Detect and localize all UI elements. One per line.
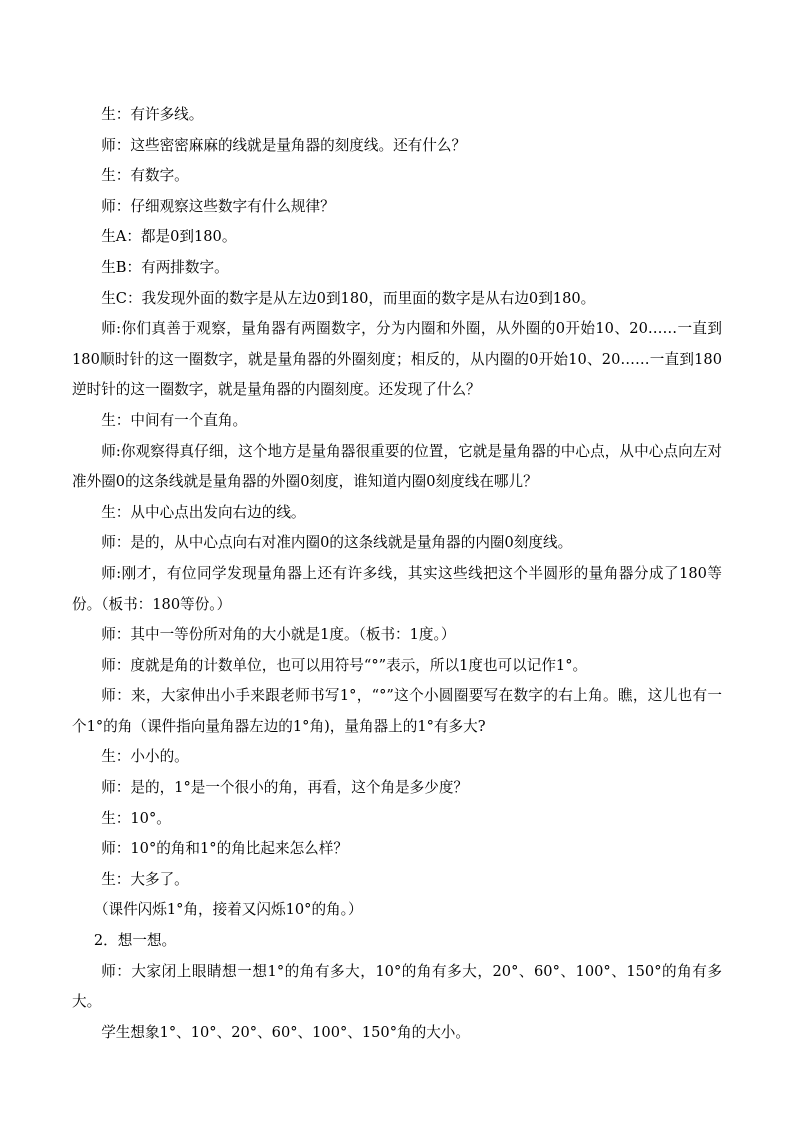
paragraph-21: 生：大多了。 (101, 870, 189, 888)
paragraph-5: 生A：都是0到180。 (101, 228, 237, 246)
paragraph-6: 生B：有两排数字。 (101, 258, 229, 276)
paragraph-18: 师：是的，1°是一个很小的角，再看，这个角是多少度？ (101, 779, 469, 797)
paragraph-22: （课件闪烁1°角，接着又闪烁10°的角。） (93, 901, 363, 919)
paragraph-12: 师：是的，从中心点向右对准内圈0的这条线就是量角器的内圈0刻度线。 (101, 534, 573, 552)
paragraph-11: 生：从中心点出发向右边的线。 (101, 503, 306, 521)
paragraph-20: 师：10°的角和1°的角比起来怎么样？ (101, 840, 348, 858)
document-page (72, 100, 722, 1048)
paragraph-17: 生：小小的。 (101, 748, 189, 766)
paragraph-1: 生：有许多线。 (101, 106, 204, 123)
paragraph-25: 学生想象1°、10°、20°、60°、100°、150°角的大小。 (101, 1023, 470, 1041)
paragraph-2: 师：这些密密麻麻的线就是量角器的刻度线。还有什么？ (101, 136, 467, 154)
paragraph-3: 生：有数字。 (101, 167, 189, 185)
paragraph-7: 生C：我发现外面的数字是从左边0到180，而里面的数字是从右边0到180。 (101, 289, 596, 307)
paragraph-8: 师:你们真善于观察，量角器有两圈数字，分为内圈和外圈，从外圈的0开始10、20……一直到180顺时针的这一圈数字，就是量角器的外圈刻度；相反的，从内圈的0开始10、20……一直到180逆时针的这一圈数字，就是量角器的内圈刻度。还发现了什么？ (72, 320, 722, 399)
paragraph-23: 2．想一想。 (93, 932, 177, 950)
paragraph-24: 师：大家闭上眼睛想一想1°的角有多大，10°的角有多大，20°、60°、100°、150°的角有多大。 (72, 962, 722, 1011)
paragraph-10: 师:你观察得真仔细，这个地方是量角器很重要的位置，它就是量角器的中心点，从中心点向左对准外圈0的这条线就是量角器的外圈0刻度，谁知道内圈0刻度线在哪儿？ (72, 442, 722, 491)
paragraph-16: 师：来，大家伸出小手来跟老师书写1°，“°”这个小圆圈要写在数字的右上角。瞧，这儿也有一个1°的角（课件指向量角器左边的1°角)，量角器上的1°有多大? (72, 687, 722, 735)
paragraph-15: 师：度就是角的计数单位，也可以用符号“°”表示，所以1度也可以记作1°。 (101, 656, 588, 674)
paragraph-9: 生：中间有一个直角。 (101, 411, 248, 429)
paragraph-14: 师：其中一等份所对角的大小就是1度。（板书：1度。） (101, 626, 456, 644)
paragraph-13: 师:刚才，有位同学发现量角器上还有许多线，其实这些线把这个半圆形的量角器分成了180等份。（板书：180等份。） (72, 564, 722, 613)
paragraph-19: 生：10°。 (101, 809, 171, 827)
paragraph-4: 师：仔细观察这些数字有什么规律？ (101, 197, 335, 215)
